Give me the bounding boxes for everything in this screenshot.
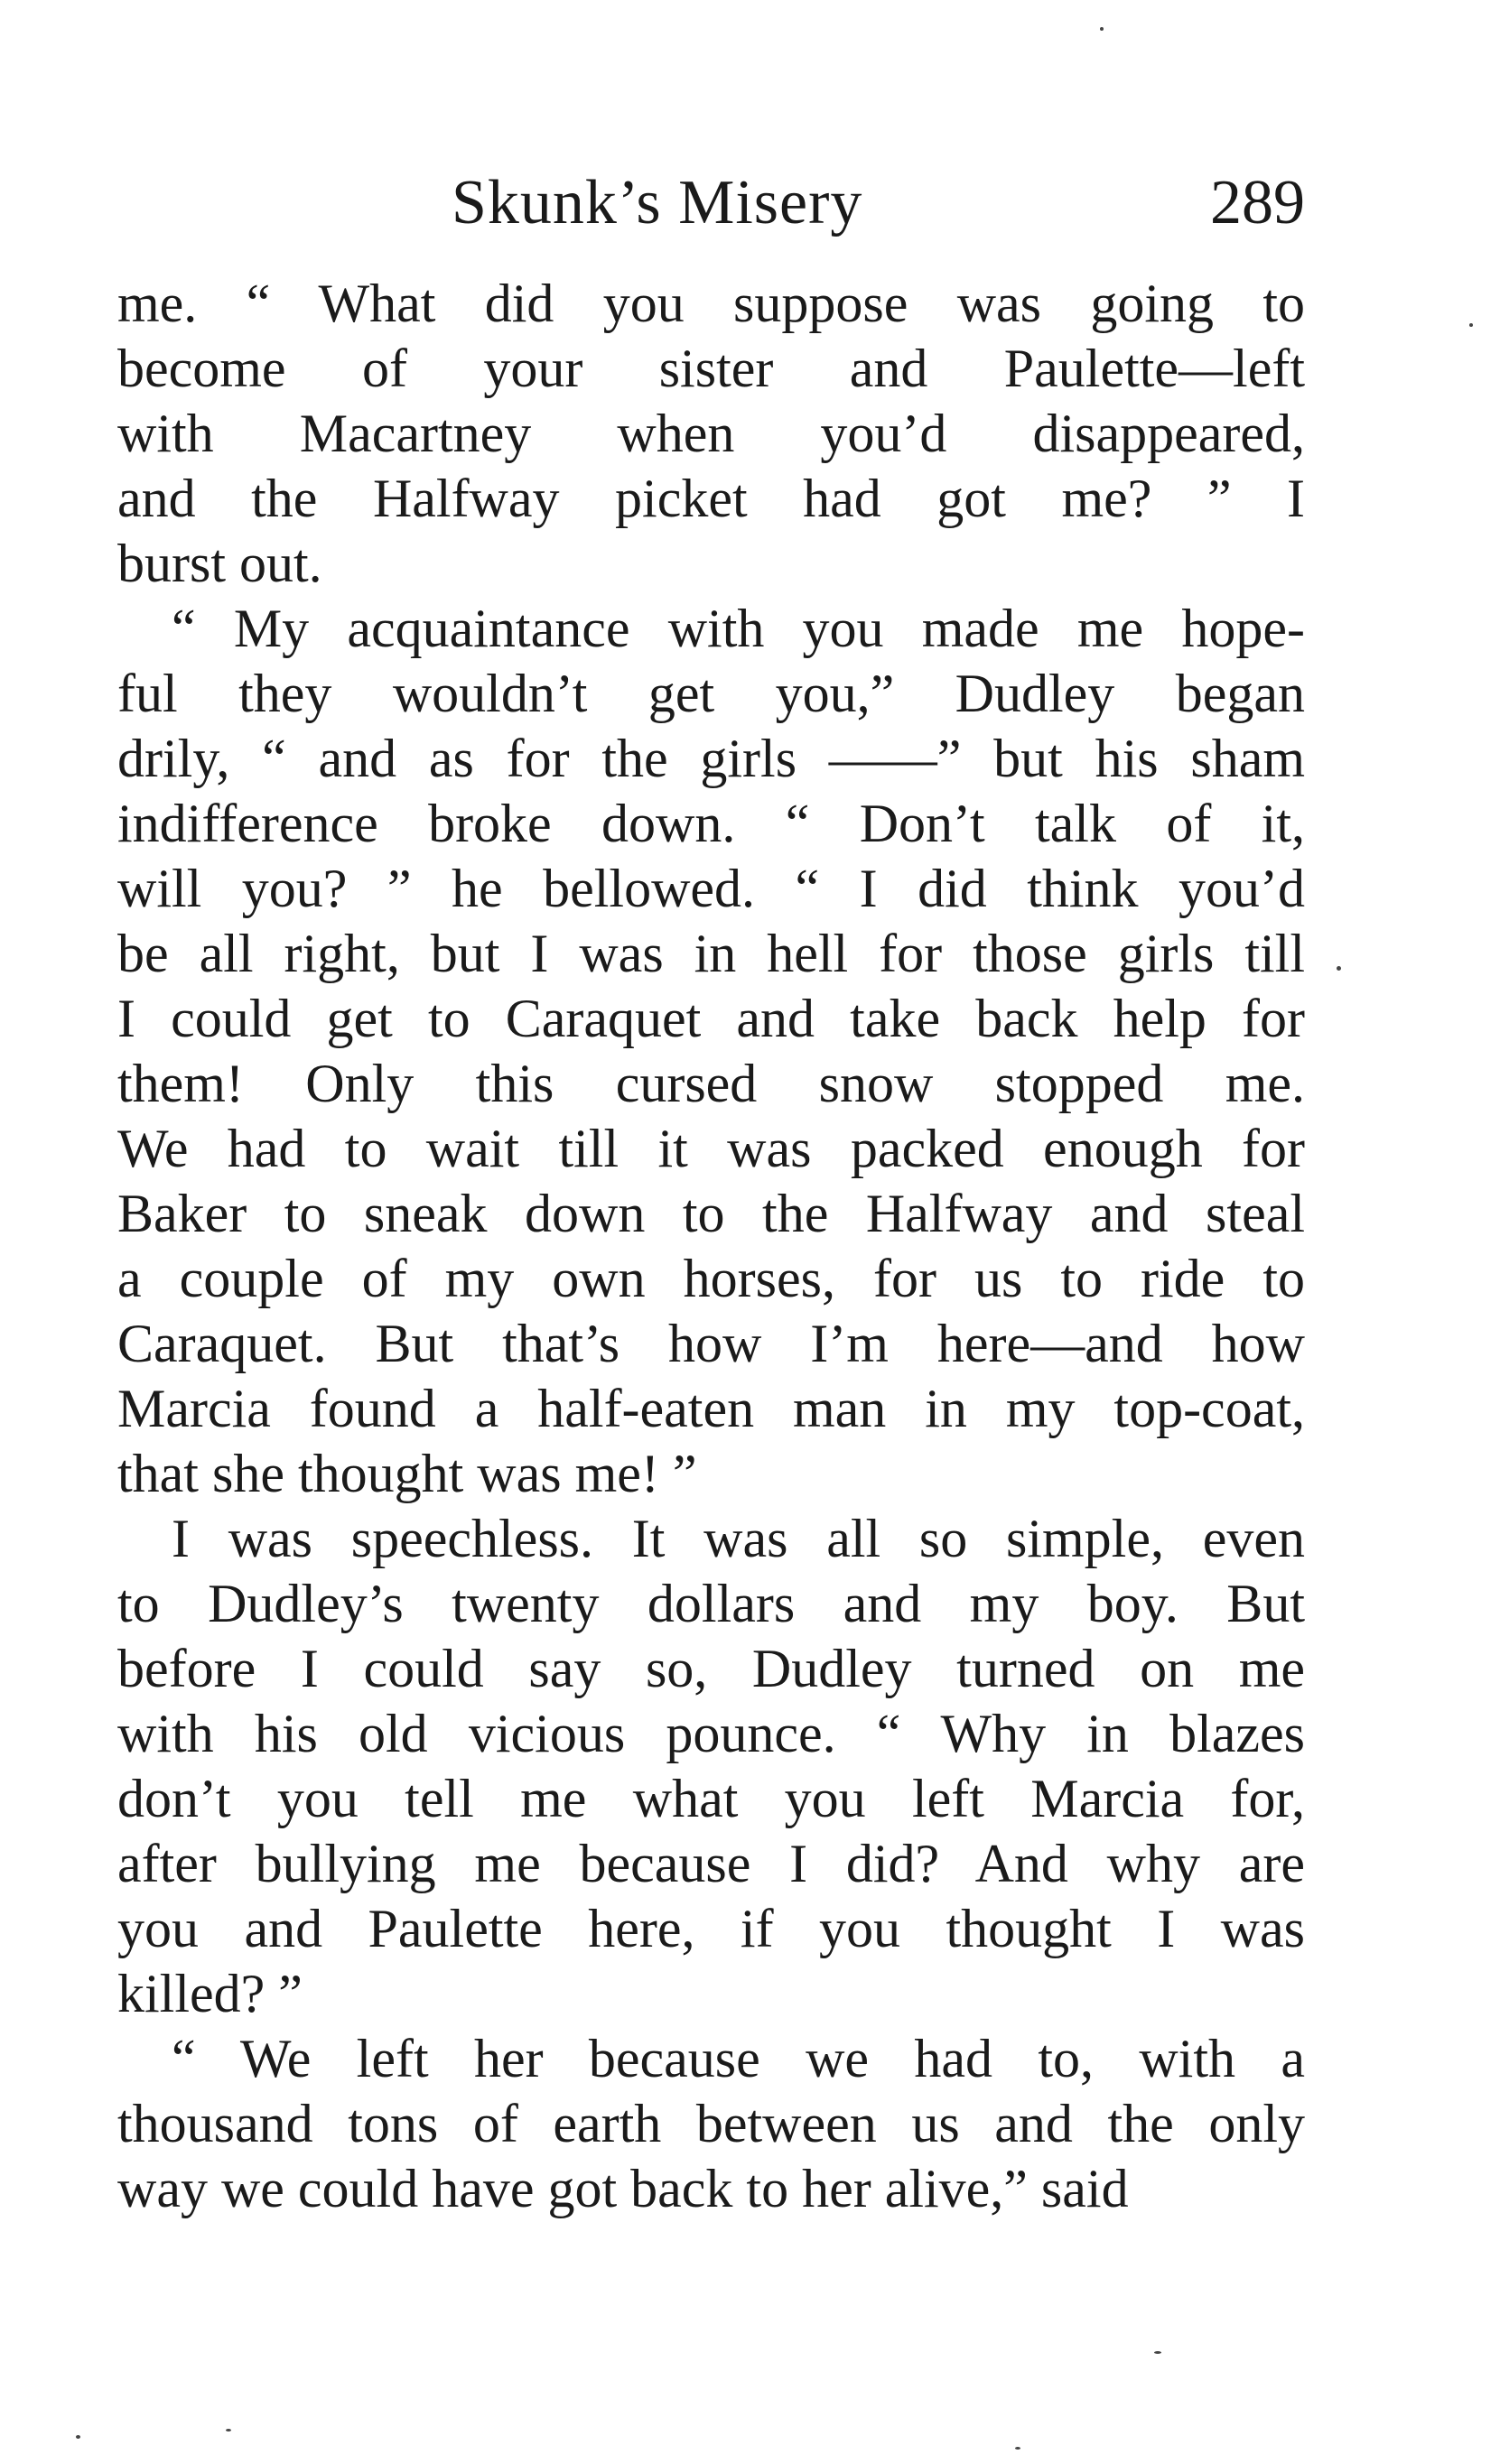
scan-speck <box>226 2429 231 2431</box>
scan-speck <box>1100 27 1104 31</box>
text-line: become of your sister and Paulette—left <box>117 339 1305 398</box>
text-line: Baker to sneak down to the Halfway and steal <box>117 1184 1305 1243</box>
text-line: a couple of my own horses, for us to ride to <box>117 1249 1305 1308</box>
text-line: will you? ” he bellowed. “ I did think you’d <box>117 859 1305 918</box>
text-line: Caraquet. But that’s how I’m here—and how <box>117 1314 1305 1373</box>
text-line: with his old vicious pounce. “ Why in blazes <box>117 1704 1305 1763</box>
scan-speck <box>1337 966 1341 971</box>
running-title: Skunk’s Misery <box>452 168 863 237</box>
scan-speck <box>1469 323 1473 327</box>
text-line: ful they wouldn’t get you,” Dudley began <box>117 664 1305 723</box>
text-line: with Macartney when you’d disappeared, <box>117 404 1305 463</box>
text-line: them! Only this cursed snow stopped me. <box>117 1054 1305 1113</box>
text-line: to Dudley’s twenty dollars and my boy. But <box>117 1574 1305 1633</box>
text-line: me. “ What did you suppose was going to <box>117 274 1305 333</box>
text-line: you and Paulette here, if you thought I was <box>117 1899 1305 1958</box>
text-line: I was speechless. It was all so simple, even <box>172 1509 1305 1568</box>
text-line: Marcia found a half-eaten man in my top-coat, <box>117 1379 1305 1438</box>
text-line: burst out. <box>117 534 322 593</box>
page-number: 289 <box>1210 168 1305 237</box>
text-line: “ My acquaintance with you made me hope- <box>172 599 1305 658</box>
text-line: don’t you tell me what you left Marcia for, <box>117 1769 1305 1828</box>
text-line: be all right, but I was in hell for those girls till <box>117 924 1305 983</box>
body-text <box>117 271 1305 2221</box>
text-line: I could get to Caraquet and take back help for <box>117 989 1305 1048</box>
text-line: way we could have got back to her alive,” said <box>117 2159 1129 2218</box>
text-line: “ We left her because we had to, with a <box>172 2029 1305 2088</box>
text-line: after bullying me because I did? And why are <box>117 1834 1305 1893</box>
text-line: drily, “ and as for the girls ——” but his sham <box>117 729 1305 788</box>
text-line: and the Halfway picket had got me? ” I <box>117 469 1305 528</box>
text-line: thousand tons of earth between us and the only <box>117 2094 1305 2153</box>
text-line: that she thought was me! ” <box>117 1444 697 1503</box>
text-line: killed? ” <box>117 1964 303 2023</box>
scan-speck <box>1154 2351 1161 2354</box>
text-line: We had to wait till it was packed enough for <box>117 1119 1305 1178</box>
page-header <box>117 158 1305 248</box>
text-line: indifference broke down. “ Don’t talk of it, <box>117 794 1305 853</box>
scan-speck <box>1015 2447 1020 2450</box>
text-line: before I could say so, Dudley turned on me <box>117 1639 1305 1698</box>
scan-speck <box>76 2435 80 2439</box>
